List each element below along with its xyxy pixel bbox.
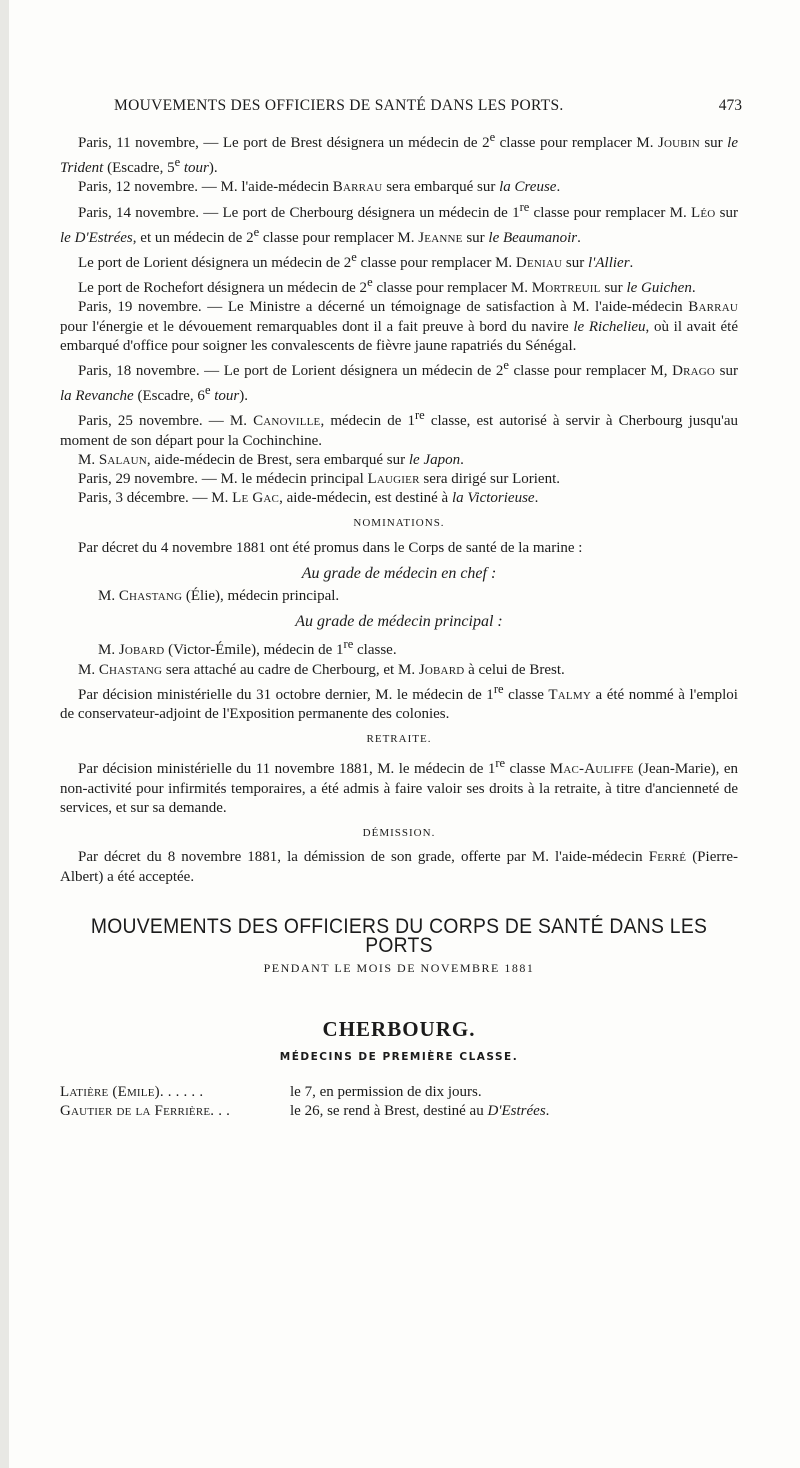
demission-heading: DÉMISSION. <box>362 827 436 840</box>
paragraph-nov-19: Paris, 19 novembre. — Le Ministre a décerné un témoignage de satisfaction à M. l'aide-médecin Barrau pour l'énergie et le dévouement remarquables dont il a fait preuve à bord du navire le Richelieu, où il avait été embarqué d'office pour soigner les convalescents de fièvre jaune rapatriés du Sénégal. <box>60 299 738 354</box>
paragraph-nov-18: Paris, 18 novembre. — Le port de Lorient désignera un médecin de 2e classe pour remplacer M, Drago sur la Revanche (Escadre, 6e tour). <box>60 358 738 405</box>
paragraph-dec-3: Paris, 3 décembre. — M. Le Gac, aide-médecin, est destiné à la Victorieuse. <box>78 490 539 507</box>
page-number: 473 <box>718 97 742 114</box>
page-edge <box>0 0 9 1468</box>
section-subtitle: PENDANT LE MOIS DE NOVEMBRE 1881 <box>263 961 535 976</box>
paragraph-salaun: M. Salaun, aide-médecin de Brest, sera embarqué sur le Japon. <box>78 451 464 468</box>
port-heading: CHERBOURG. <box>322 1017 476 1042</box>
entry-name: Latière (Emile). . . . . . <box>60 1083 204 1100</box>
document-body <box>60 128 738 1121</box>
paragraph-nov-12: Paris, 12 novembre. — M. l'aide-médecin Barrau sera embarqué sur la Creuse. <box>78 179 561 196</box>
paragraph-nov-29: Paris, 29 novembre. — M. le médecin principal Laugier sera dirigé sur Lorient. <box>78 471 561 488</box>
running-head <box>60 96 742 122</box>
paragraph-nov-14: Paris, 14 novembre. — Le port de Cherbourg désignera un médecin de 1re classe pour remplacer M. Léo sur le D'Estrées, et un médecin de 2e classe pour remplacer M. Jeanne sur le Beaumanoir. <box>60 199 738 246</box>
nomination-chastang: M. Chastang (Élie), médecin principal. <box>98 588 340 605</box>
nominations-heading: NOMINATIONS. <box>353 517 445 530</box>
entry-text: le 7, en permission de dix jours. <box>290 1083 482 1100</box>
nominations-intro: Par décret du 4 novembre 1881 ont été promus dans le Corps de santé de la marine : <box>78 539 583 556</box>
section-title: MOUVEMENTS DES OFFICIERS DU CORPS DE SANTÉ DANS LES PORTS <box>90 914 708 957</box>
paragraph-lorient: Le port de Lorient désignera un médecin de 2e classe pour remplacer M. Deniau sur l'Allier. <box>78 250 634 272</box>
class-heading: MÉDECINS DE PREMIÈRE CLASSE. <box>279 1050 519 1063</box>
running-head-title: MOUVEMENTS DES OFFICIERS DE SANTÉ DANS LES PORTS. <box>114 97 564 114</box>
grade-heading-principal: Au grade de médecin principal : <box>295 613 503 631</box>
grade-heading-chef: Au grade de médecin en chef : <box>301 564 497 582</box>
paragraph-retraite: Par décision ministérielle du 11 novembre 1881, M. le médecin de 1re classe Mac-Auliffe (Jean-Marie), en non-activité pour infirmités temporaires, a été admis à faire valoir ses droits à la retraite, à titre d'ancienneté de services, et sur sa demande. <box>60 756 738 816</box>
paragraph-demission: Par décret du 8 novembre 1881, la démission de son grade, offerte par M. l'aide-médecin Ferré (Pierre-Albert) a été acceptée. <box>60 849 738 885</box>
entry-text: le 26, se rend à Brest, destiné au D'Estrées. <box>290 1102 550 1119</box>
list-item <box>60 1102 738 1121</box>
list-item <box>60 1083 738 1102</box>
paragraph-rochefort: Le port de Rochefort désignera un médecin de 2e classe pour remplacer M. Mortreuil sur le Guichen. <box>78 275 696 297</box>
paragraph-talmy: Par décision ministérielle du 31 octobre dernier, M. le médecin de 1re classe Talmy a été nommé à l'emploi de conservateur-adjoint de l'Exposition permanente des colonies. <box>60 681 738 723</box>
paragraph-nov-11: Paris, 11 novembre, — Le port de Brest désignera un médecin de 2e classe pour remplacer M. Joubin sur le Trident (Escadre, 5e tour). <box>60 130 738 177</box>
entry-name: Gautier de la Ferrière. . . <box>60 1102 231 1119</box>
paragraph-attachment: M. Chastang sera attaché au cadre de Cherbourg, et M. Jobard à celui de Brest. <box>78 661 565 678</box>
paragraph-nov-25: Paris, 25 novembre. — M. Canoville, médecin de 1re classe, est autorisé à servir à Cherbourg jusqu'au moment de son départ pour la Cochinchine. <box>60 408 738 449</box>
retraite-heading: RETRAITE. <box>366 733 432 746</box>
nomination-jobard: M. Jobard (Victor-Émile), médecin de 1re classe. <box>98 637 397 659</box>
